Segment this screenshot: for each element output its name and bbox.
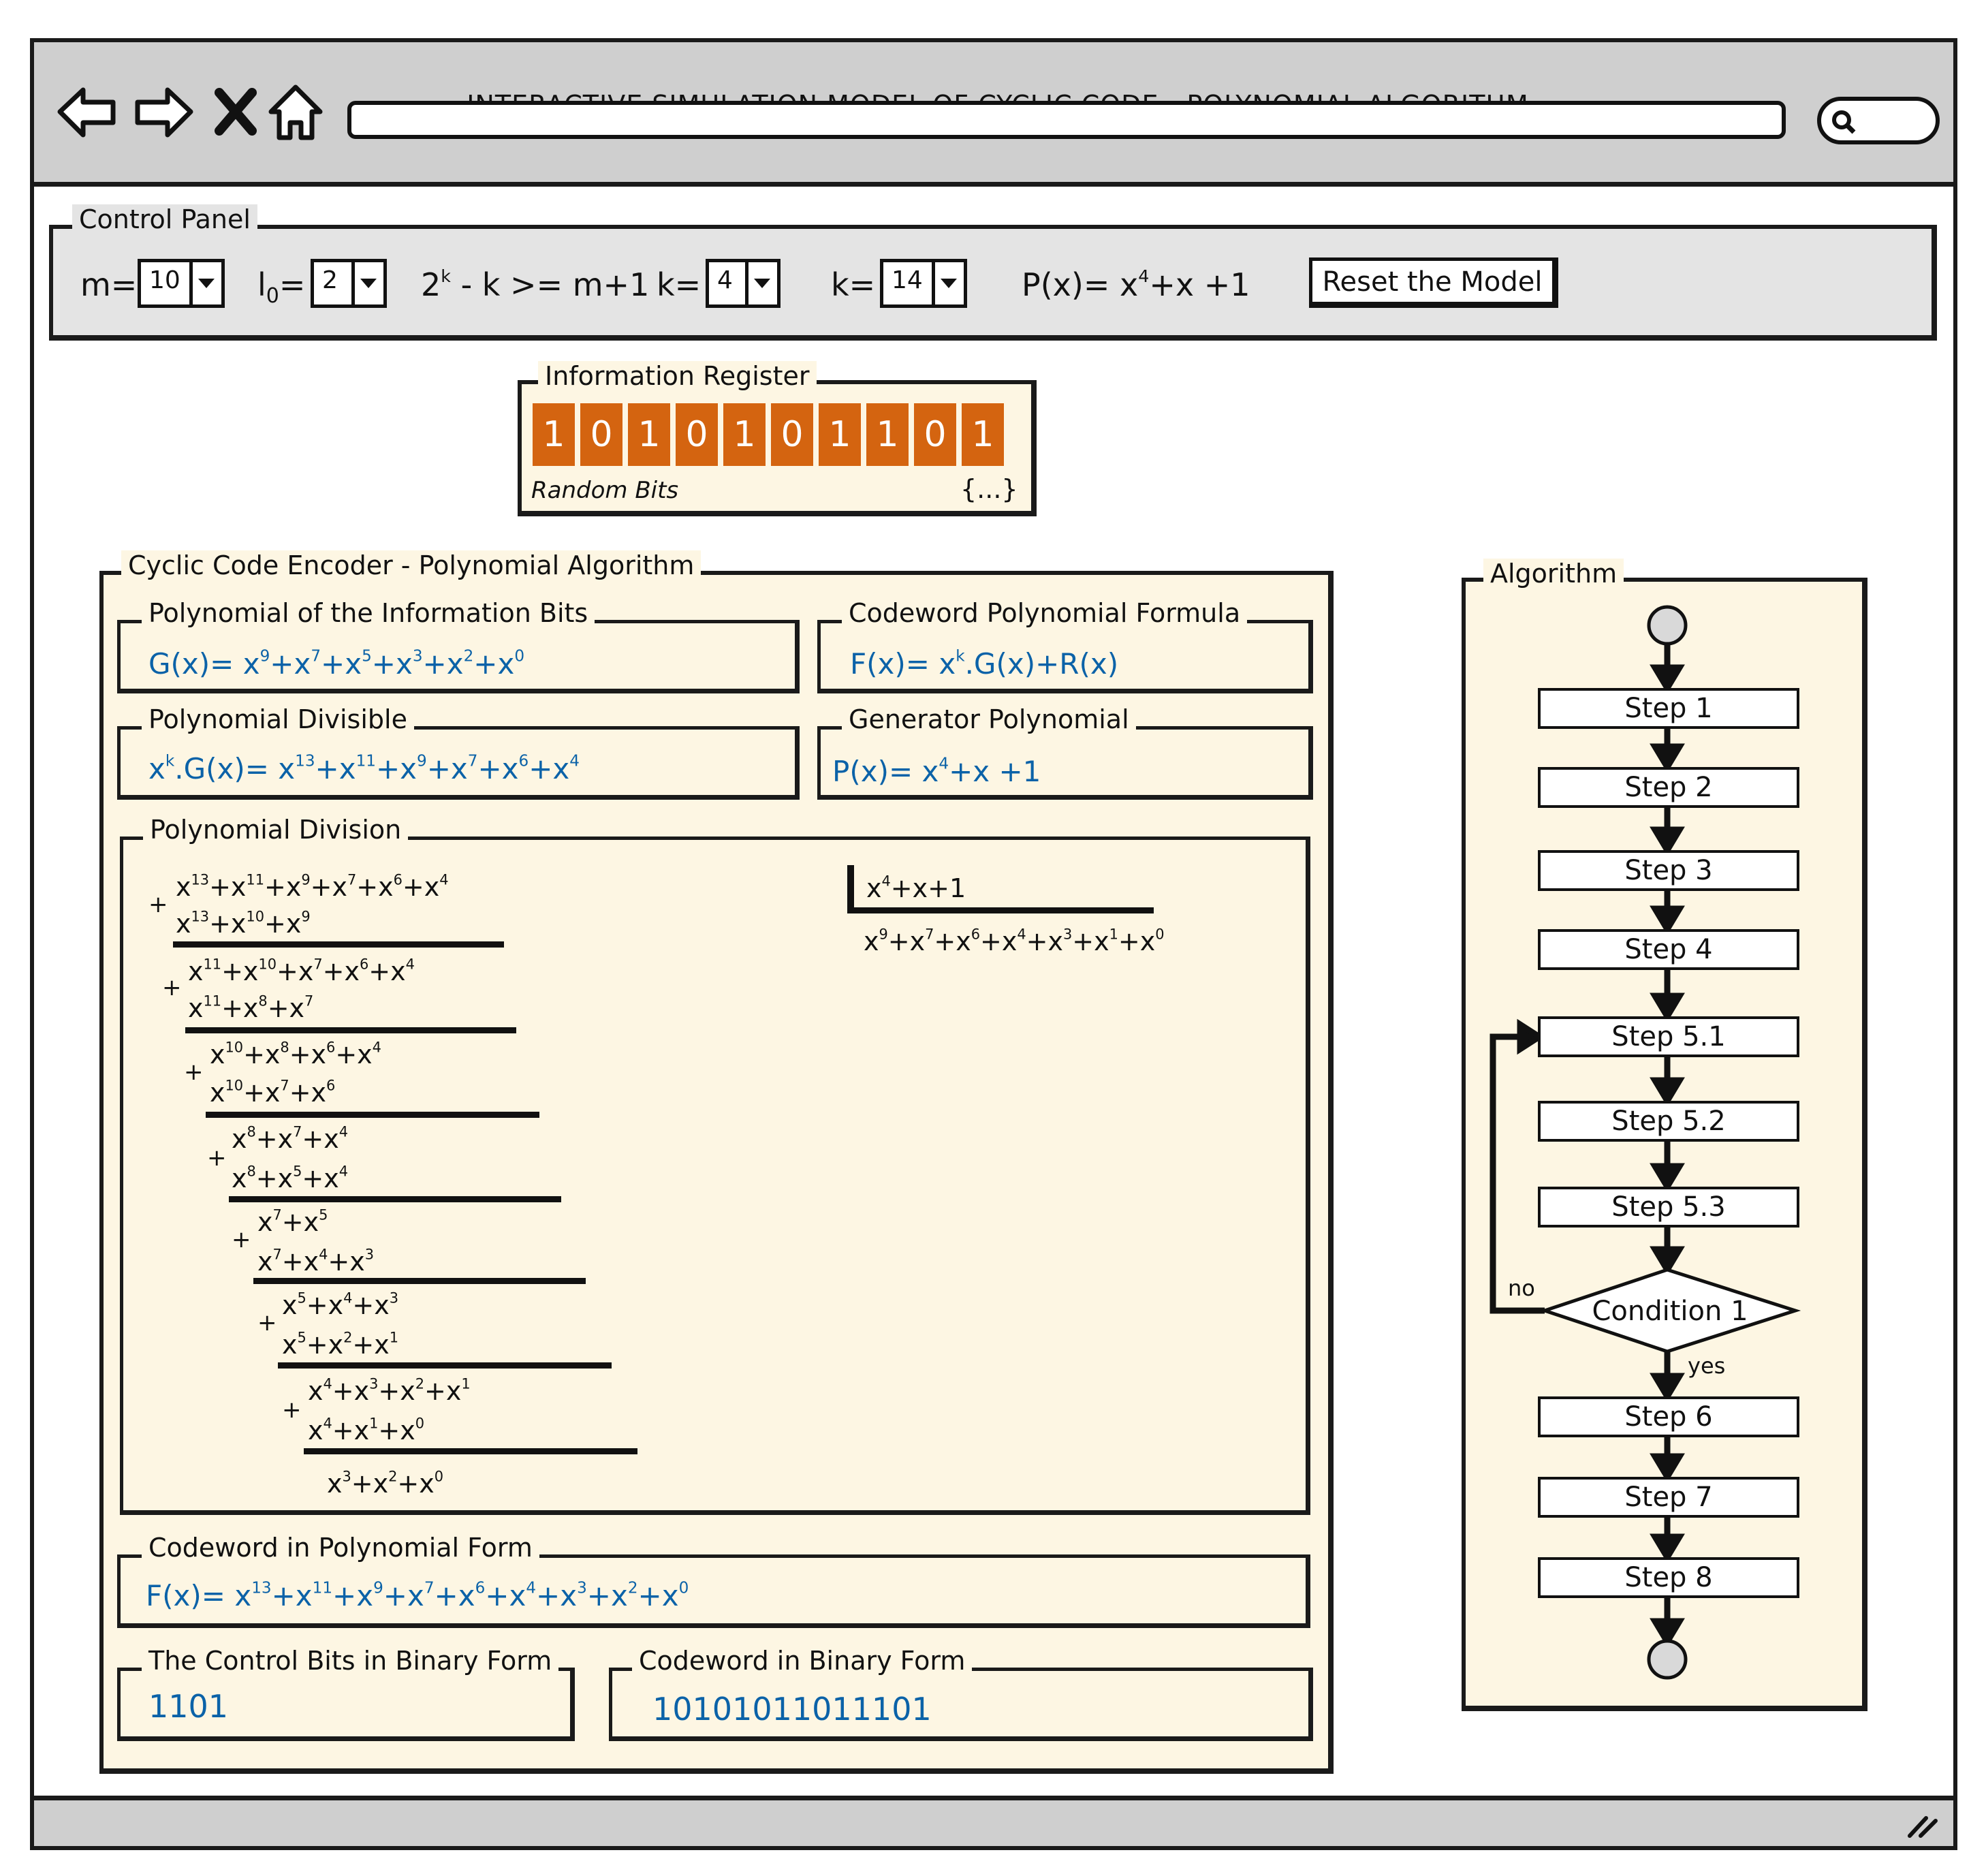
bit-cell[interactable]: 1 [866, 403, 909, 466]
l0-value: 2 [322, 266, 338, 294]
division-remainder: $x^3+x^2+x^0$ [327, 1468, 444, 1499]
random-bits-label: Random Bits [531, 477, 679, 504]
end-node [1649, 1641, 1686, 1678]
algorithm-legend: Algorithm [1483, 559, 1624, 589]
bit-cell[interactable]: 0 [580, 403, 622, 466]
control-panel-legend: Control Panel [72, 204, 257, 234]
encoder-legend: Cyclic Code Encoder - Polynomial Algorithm [121, 550, 701, 580]
division-line: $x^{13}+x^{10}+x^9$ [176, 908, 311, 939]
division-line: $x^5+x^2+x^1$ [282, 1329, 399, 1360]
flowchart-step[interactable]: Step 8 [1538, 1557, 1799, 1598]
start-node [1649, 607, 1686, 644]
no-label: no [1508, 1275, 1535, 1301]
divisible-legend: Polynomial Divisible [142, 704, 414, 734]
division-line: $x^{13}+x^{11}+x^9+x^7+x^6+x^4$ [176, 871, 449, 902]
flowchart-step[interactable]: Step 4 [1538, 929, 1799, 970]
division-line: $x^4+x^3+x^2+x^1$ [308, 1375, 471, 1406]
bit-cell[interactable]: 1 [962, 403, 1004, 466]
flowchart-step[interactable]: Step 2 [1538, 767, 1799, 808]
quotient: $x^9+x^7+x^6+x^4+x^3+x^1+x^0$ [864, 926, 1165, 956]
plus-sign: + [232, 1226, 251, 1253]
division-line: $x^4+x^1+x^0$ [308, 1415, 425, 1445]
generator-value: $P(x)= x^4+x +1$ [832, 755, 1041, 788]
flowchart-step[interactable]: Step 3 [1538, 850, 1799, 891]
codeword-bin-value: 10101011011101 [652, 1691, 932, 1728]
division-line: $x^7+x^4+x^3$ [257, 1246, 375, 1277]
plus-sign: + [207, 1144, 227, 1172]
bit-cell[interactable]: 0 [914, 403, 956, 466]
yes-label: yes [1688, 1353, 1726, 1379]
reset-model-button[interactable]: Reset the Model [1309, 257, 1558, 308]
n-value: 14 [892, 266, 923, 294]
division-line: $x^7+x^5$ [257, 1206, 328, 1237]
generator-legend: Generator Polynomial [842, 704, 1136, 734]
flowchart-step[interactable]: Step 5.3 [1538, 1187, 1799, 1228]
bit-cell[interactable]: 0 [676, 403, 718, 466]
bit-cell[interactable]: 1 [819, 403, 861, 466]
bit-cell[interactable]: 1 [628, 403, 670, 466]
divisor: $x^4+x+1$ [866, 873, 966, 903]
control-bits-value: 1101 [148, 1688, 229, 1725]
plus-sign: + [257, 1309, 277, 1336]
condition-label: Condition 1 [1592, 1296, 1748, 1327]
division-line: $x^5+x^4+x^3$ [282, 1289, 399, 1320]
inequality-label: 2$^k$ - k >= m+1 [421, 266, 650, 303]
flowchart-step[interactable]: Step 7 [1538, 1477, 1799, 1518]
flowchart-step[interactable]: Step 5.1 [1538, 1016, 1799, 1057]
control-bits-legend: The Control Bits in Binary Form [142, 1646, 558, 1676]
k-label: k= [657, 266, 702, 303]
m-value: 10 [149, 266, 180, 294]
flowchart-step[interactable]: Step 5.2 [1538, 1101, 1799, 1142]
bit-cell[interactable]: 1 [533, 403, 575, 466]
info-poly-value: $G(x)= x^9+x^7+x^5+x^3+x^2+x^0$ [148, 647, 525, 681]
n-label: k= [831, 266, 876, 303]
codeword-poly-legend: Codeword in Polynomial Form [142, 1533, 539, 1563]
division-line: $x^{11}+x^{10}+x^7+x^6+x^4$ [188, 956, 415, 986]
division-line: $x^{10}+x^7+x^6$ [210, 1077, 336, 1108]
info-poly-legend: Polynomial of the Information Bits [142, 598, 595, 628]
m-label: m= [80, 266, 138, 303]
more-bits-button[interactable]: {...} [960, 474, 1018, 504]
bit-cell[interactable]: 0 [771, 403, 813, 466]
plus-sign: + [162, 974, 182, 1001]
bit-cell[interactable]: 1 [723, 403, 766, 466]
generator-label: $P(x)= x^4+x +1$ [1022, 266, 1250, 303]
codeword-formula-legend: Codeword Polynomial Formula [842, 598, 1247, 628]
plus-sign: + [184, 1059, 204, 1086]
k-value: 4 [717, 266, 733, 294]
division-line: $x^{10}+x^8+x^6+x^4$ [210, 1039, 381, 1069]
divisible-value: $x^k.G(x)= x^{13}+x^{11}+x^9+x^7+x^6+x^4$ [148, 752, 580, 785]
codeword-formula-value: $F(x)= x^k.G(x)+R(x)$ [850, 647, 1119, 681]
codeword-poly-value: $F(x)= x^{13}+x^{11}+x^9+x^7+x^6+x^4+x^3+x^2+x^0$ [146, 1579, 689, 1612]
codeword-bin-legend: Codeword in Binary Form [632, 1646, 972, 1676]
division-line: $x^8+x^5+x^4$ [232, 1163, 349, 1193]
plus-sign: + [282, 1396, 302, 1424]
division-legend: Polynomial Division [143, 815, 408, 845]
division-line: $x^8+x^7+x^4$ [232, 1123, 349, 1154]
information-register-legend: Information Register [538, 361, 817, 391]
l0-label: $l_0=$ [257, 266, 306, 309]
division-line: $x^{11}+x^8+x^7$ [188, 992, 314, 1023]
flowchart-step[interactable]: Step 6 [1538, 1396, 1799, 1437]
flowchart-step[interactable]: Step 1 [1538, 688, 1799, 729]
plus-sign: + [148, 891, 168, 918]
